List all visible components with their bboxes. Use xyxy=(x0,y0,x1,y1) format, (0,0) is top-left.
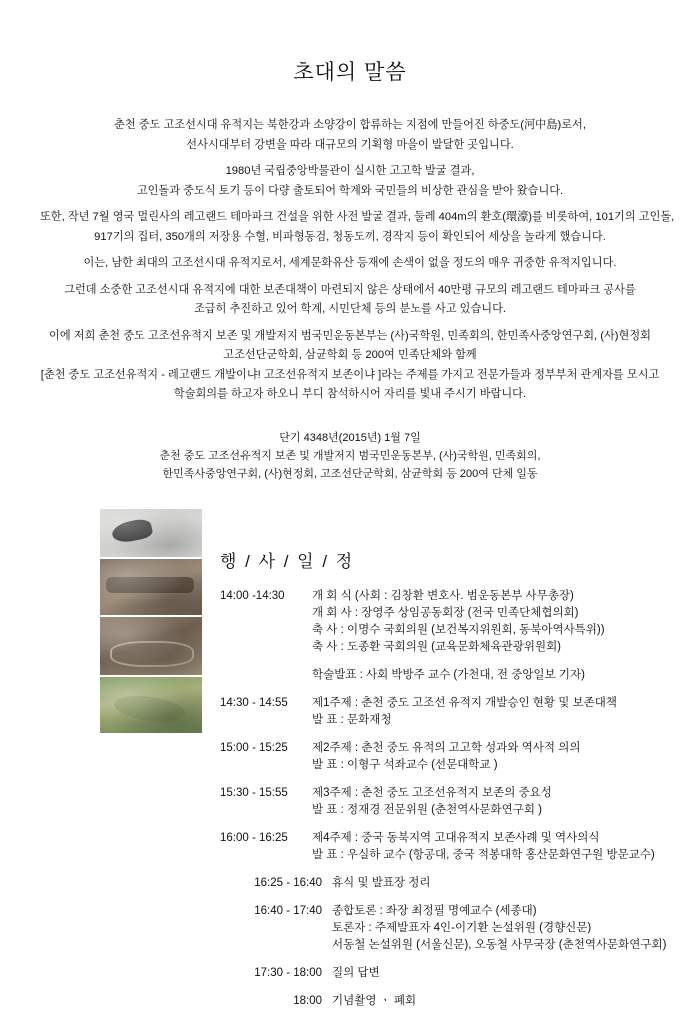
agenda-time: 16:00 - 16:25 xyxy=(220,831,288,844)
agenda-desc-line: 학술발표 : 사회 박방주 교수 (가천대, 전 중앙일보 기자) xyxy=(312,668,585,681)
agenda-desc-line: 발 표 : 문화재청 xyxy=(312,713,392,726)
agenda-desc-line: 토론자 : 주제발표자 4인-이기환 논설위원 (경향신문) xyxy=(332,921,592,934)
agenda-desc xyxy=(312,667,585,684)
agenda-section xyxy=(0,509,700,1010)
agenda-desc-line: 개 회 식 (사회 : 김창환 변호사. 범운동본부 사무총장) xyxy=(312,589,574,602)
agenda-desc xyxy=(312,830,655,864)
agenda-desc-line: 종합토론 : 좌장 최정필 명예교수 (세종대) xyxy=(332,904,537,917)
agenda-list xyxy=(220,509,700,1010)
agenda-desc xyxy=(332,965,380,982)
agenda-row xyxy=(220,993,700,1010)
signature-orgs-line: 한민족사중앙연구회, (사)현정회, 고조선단군학회, 삼균학회 등 200여 단체 일동 xyxy=(162,467,538,480)
agenda-desc-line: 제2주제 : 춘천 중도 유적의 고고학 성과와 역사적 의의 xyxy=(312,741,581,754)
agenda-row xyxy=(220,903,700,954)
agenda-row xyxy=(220,740,700,774)
signature-date: 단기 4348년(2015년) 1월 7일 xyxy=(279,431,421,444)
body-paragraph-line: 917기의 집터, 350개의 저장용 수혈, 비파형동검, 청동도끼, 경작지 등이 확인되어 세상을 놀라게 했습니다. xyxy=(94,230,606,243)
agenda-desc xyxy=(312,588,605,656)
photo-column xyxy=(100,509,202,735)
photo-excavation-site xyxy=(100,617,202,675)
body-paragraph-line: 고조선단군학회, 삼균학회 등 200여 민족단체와 함께 xyxy=(223,349,477,361)
body-paragraph-line: 조급히 추진하고 있어 학계, 시민단체 등의 분노를 사고 있습니다. xyxy=(193,303,507,315)
agenda-desc-line: 축 사 : 도종환 국회의원 (교육문화체육관광위원회) xyxy=(312,640,562,653)
body-paragraph-line: 또한, 작년 7월 영국 멀린사의 레고랜드 테마파크 건설을 위한 사전 발굴 결과, 둘레 404m의 환호(環濠)를 비롯하여, 101기의 고인돌, xyxy=(40,211,675,223)
body-paragraph-line: 춘천 중도 고조선시대 유적지는 북한강과 소양강이 합류하는 지점에 만들어진 하중도(河中島)로서, xyxy=(114,119,586,131)
invitation-body xyxy=(0,116,700,405)
agenda-desc xyxy=(312,695,617,729)
agenda-row xyxy=(220,695,700,729)
agenda-row xyxy=(220,667,700,684)
photo-artifact-stone-axe xyxy=(100,509,202,557)
agenda-desc-line: 제4주제 : 중국 동북지역 고대유적지 보존사례 및 역사의식 xyxy=(312,831,600,844)
agenda-desc-line: 발 표 : 우실하 교수 (항공대, 중국 적봉대학 홍산문화연구원 방문교수) xyxy=(312,848,655,861)
signature-orgs-line: 춘천 중도 고조선유적지 보존 및 개발저지 범국민운동본부, (사)국학원, 민족회의, xyxy=(159,449,541,462)
agenda-row xyxy=(220,965,700,982)
agenda-time: 16:25 - 16:40 xyxy=(254,876,322,889)
agenda-desc-line: 제3주제 : 춘천 중도 고조선유적지 보존의 중요성 xyxy=(312,786,552,799)
body-paragraph-line: 선사시대부터 강변을 따라 대규모의 기획형 마을이 발달한 곳입니다. xyxy=(186,138,514,151)
agenda-time: 15:00 - 15:25 xyxy=(220,741,288,754)
agenda-desc-line: 제1주제 : 춘천 중도 고조선 유적지 개발승인 현황 및 보존대책 xyxy=(312,696,617,709)
agenda-desc xyxy=(312,785,552,819)
agenda-title: 행 / 사 / 일 / 정 xyxy=(220,551,355,571)
agenda-row xyxy=(220,830,700,864)
agenda-time: 16:40 - 17:40 xyxy=(254,904,322,917)
agenda-desc-line: 발 표 : 정재경 전문위원 (춘천역사문화연구회 ) xyxy=(312,803,542,816)
photo-aerial-site xyxy=(100,677,202,733)
agenda-desc xyxy=(332,903,666,954)
agenda-desc-line: 발 표 : 이형구 석좌교수 (선문대학교 ) xyxy=(312,758,498,771)
agenda-desc-line: 축 사 : 이명수 국회의원 (보건복지위원회, 동북아역사특위)) xyxy=(312,623,605,636)
agenda-desc-line: 서동철 논설위원 (서울신문), 오동철 사무국장 (춘천역사문화연구회) xyxy=(332,938,667,951)
agenda-time: 15:30 - 15:55 xyxy=(220,786,288,799)
agenda-row xyxy=(220,588,700,656)
agenda-time: 14:00 -14:30 xyxy=(220,589,285,602)
agenda-desc xyxy=(332,993,416,1010)
agenda-desc xyxy=(312,740,580,774)
body-paragraph-line: [춘천 중도 고조선유적지 - 레고랜드 개발이냐! 고조선유적지 보존이냐 ]라는 주제를 가지고 전문가들과 정부부처 관계자를 모시고 xyxy=(40,368,660,381)
page-title: 초대의 말씀 xyxy=(293,61,407,84)
agenda-desc-line: 휴식 및 발표장 정리 xyxy=(332,876,431,889)
body-paragraph-line: 이는, 남한 최대의 고조선시대 유적지로서, 세계문화유산 등재에 손색이 없을 정도의 매우 귀중한 유적지입니다. xyxy=(83,257,617,269)
document-page xyxy=(0,56,700,1007)
agenda-desc-line: 질의 답변 xyxy=(332,966,380,979)
body-paragraph-line: 고인돌과 중도식 토기 등이 다량 출토되어 학계와 국민들의 비상한 관심을 받아 왔습니다. xyxy=(136,184,564,197)
agenda-desc-line: 개 회 사 : 장영주 상임공동회장 (전국 민족단체협의회) xyxy=(312,606,579,619)
agenda-desc-line: 기념촬영 ㆍ 폐회 xyxy=(332,994,417,1007)
body-paragraph-line: 이에 저희 춘천 중도 고조선유적지 보존 및 개발저지 범국민운동본부는 (사)국학원, 민족회의, 한민족사중앙연구회, (사)현정회 xyxy=(49,329,651,342)
body-paragraph-line: 1980년 국립중앙박물관이 실시한 고고학 발굴 결과, xyxy=(225,165,475,177)
body-paragraph-line: 그런데 소중한 고조선시대 유적지에 대한 보존대책이 마련되지 않은 상태에서 40만평 규모의 레고랜드 테마파크 공사를 xyxy=(64,283,636,296)
agenda-time: 17:30 - 18:00 xyxy=(254,966,322,979)
photo-pottery-excavation xyxy=(100,559,202,615)
body-paragraph-line: 학술회의를 하고자 하오니 부디 참석하시어 자리를 빛내 주시기 바랍니다. xyxy=(173,388,527,400)
agenda-time: 14:30 - 14:55 xyxy=(220,696,288,709)
agenda-row xyxy=(220,785,700,819)
agenda-row xyxy=(220,875,700,892)
agenda-desc xyxy=(332,875,430,892)
signature-block xyxy=(0,429,700,483)
agenda-time: 18:00 xyxy=(293,994,322,1007)
